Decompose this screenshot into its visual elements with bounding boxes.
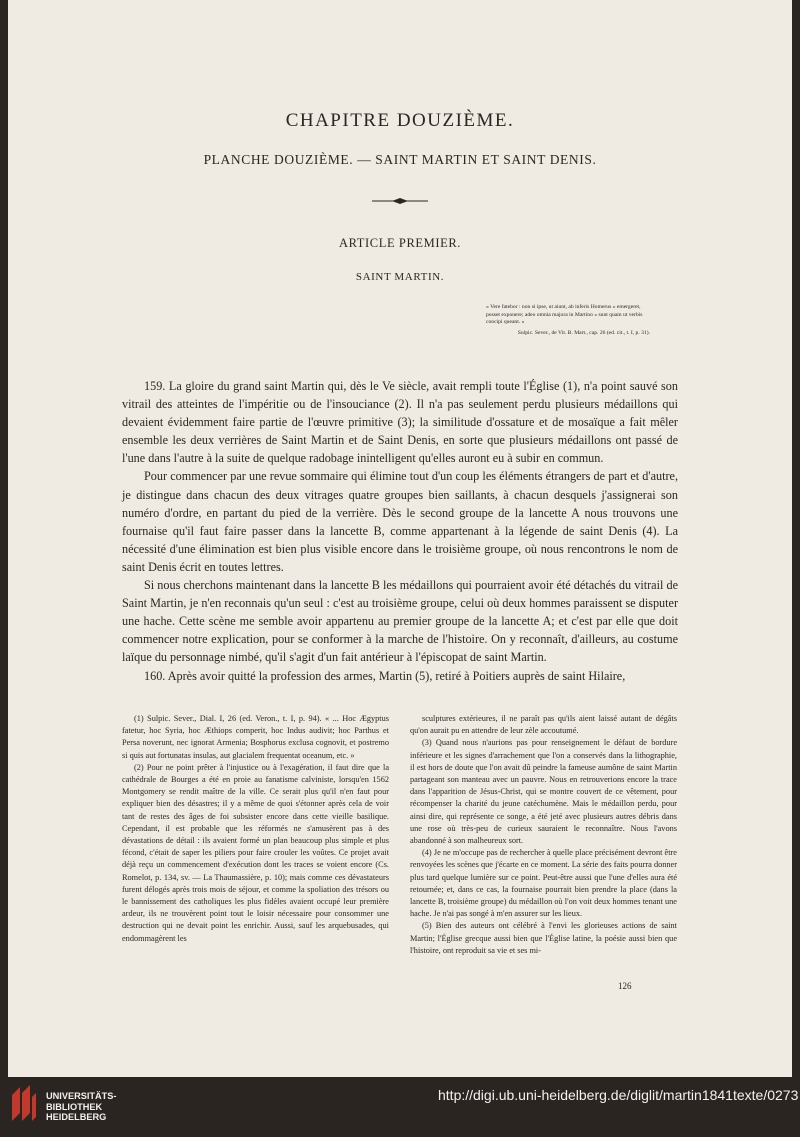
source-url-link[interactable]: http://digi.ub.uni-heidelberg.de/diglit/martin1841texte/0273 — [438, 1087, 799, 1103]
footnotes-left-column — [122, 713, 389, 945]
footnote: sculptures extérieures, il ne paraît pas qu'ils aient laissé autant de dégâts qu'on aurait pu en attendre de leur zèle accoutumé. — [410, 714, 677, 736]
chapter-title: CHAPITRE DOUZIÈME. — [285, 110, 515, 131]
library-name: UNIVERSITÄTS- BIBLIOTHEK HEIDELBERG — [46, 1091, 117, 1122]
ornament-divider-icon — [370, 197, 430, 205]
paragraph: 160. Après avoir quitté la profession des armes, Martin (5), retiré à Poitiers auprès de saint Hilaire, — [144, 668, 626, 683]
library-logo-icon — [8, 1083, 38, 1125]
paragraph: 159. La gloire du grand saint Martin qui, dès le Ve siècle, avait rempli toute l'Église (1), n'a point sauvé son vitrail des atteintes de l'impéritie ou de l'insouciance (2). Il n'a pas seulement perdu plusieurs médaillons qui devaient évidemment faire partie de l'œuvre primitive (3); la similitude d'ossature et de mosaïque a fait mêler ensemble les deux verrières de Saint Martin et de Saint Denis, en sorte que plusieurs médaillons ont passé de l'une dans l'autre à la suite de quelque radobage inintelligent qu'elles auront eu à subir en commun. — [122, 379, 678, 466]
footnote: (1) Sulpic. Sever., Dial. I, 26 (ed. Veron., t. I, p. 94). « ... Hoc Ægyptus fatetur, hoc Syria, hoc Æthiops comperit, hoc Indus audivit; hoc Parthus et Persa noverunt, nec ignorat Armenia; Bosphorus exclusa cognovit, et postremo si quis aut fortunatas insulas, aut glacialem frequentat oceanum, etc. » — [122, 714, 389, 760]
footnote: (4) Je ne m'occupe pas de rechercher à quelle place précisément devront être renvoyées les scènes que j'écarte en ce moment. La série des faits pourra donner plus tard quelque lumière sur ce point. Peut-être aussi que l'une d'elles aura été retournée; et, dans ce cas, la fournaise pourrait bien prendre la place (dans la lancette B, troisième groupe) du médaillon où l'on voit deux hommes tenant une hache. Je n'ai pas songé à m'en assurer sur les lieux. — [410, 848, 677, 919]
scanned-page — [8, 0, 792, 1077]
main-text — [122, 377, 678, 685]
page-number: 126 — [618, 981, 632, 991]
article-title: ARTICLE PREMIER. — [338, 236, 462, 250]
paragraph: Pour commencer par une revue sommaire qui élimine tout d'un coup les éléments étrangers de part et d'autre, je distingue dans chacun des deux vitrages quatre groupes bien saillants, à chacun desquels j'assignerai son numéro d'ordre, en partant du pied de la verrière. Dès le second groupe de la lancette A nous trouvons une fournaise qu'il faut faire passer dans la lancette B, comme appartenant à la légende de saint Denis (4). La nécessité d'une élimination est bien plus visible encore dans le troisième groupe, où nous rencontrons le nom de saint Denis écrit en toutes lettres. — [122, 469, 678, 574]
epigraph-text: « Vere fatebor : non si ipse, ut aiunt, ab inferis Homerus « emergeret, posset exponere; adeo omnia majora in Martino « sunt quam ut verbis concipi queant. » — [486, 304, 643, 326]
footnotes-right-column — [410, 713, 677, 957]
footnote: (3) Quand nous n'aurions pas pour renseignement le défaut de bordure inférieure et les signes d'arrachement que l'on a conservés dans la lithographie, il est hors de doute que l'on avait dû peindre la fameuse aumône de saint Martin partageant son manteau avec un pauvre. Nous en retrouverions encore la trace dans l'apparition de Jésus-Christ, qui se montre couvert de ce vêtement, pour récompenser la charité du jeune catéchumène. Mais le médaillon perdu, pour ainsi dire, qui représente ce songe, a été jeté avec plusieurs autres débris dans une rose où très-peu de curieux sauraient le reconnaître. Nous l'avons abandonné à son malheureux sort. — [410, 738, 677, 846]
paragraph: Si nous cherchons maintenant dans la lancette B les médaillons qui pourraient avoir été détachés du vitrail de Saint Martin, je n'en reconnais qu'un seul : c'est au troisième groupe, celui où deux hommes paraissent se disputer une hache. Cette scène me semble avoir appartenu au premier groupe de la lancette A; et c'est par elle que doit commencer notre explication, pour se conformer à la marche de l'histoire. On y reconnaît, d'ailleurs, au costume laïque du personnage nimbé, qu'il s'agit d'un fait antérieur à l'épiscopat de saint Martin. — [122, 578, 678, 665]
epigraph-source: Sulpic. Sever., de Vit. B. Mart., cap. 26 (ed. cit., t. I, p. 31). — [517, 329, 650, 336]
epigraph — [486, 304, 650, 337]
footer-bar — [0, 1077, 800, 1137]
article-subtitle: SAINT MARTIN. — [355, 271, 445, 283]
plate-title: PLANCHE DOUZIÈME. — SAINT MARTIN ET SAINT DENIS. — [203, 152, 597, 167]
footnote: (5) Bien des auteurs ont célébré à l'envi les glorieuses actions de saint Martin; l'Église grecque aussi bien que l'Église latine, la poésie aussi bien que l'histoire, ont reproduit sa vie et ses mi- — [410, 921, 677, 955]
footnote: (2) Pour ne point prêter à l'injustice ou à l'exagération, il faut dire que la cathédrale de Bourges a été en proie au fanatisme calviniste, lorsqu'en 1562 Montgomery se rendit maître de la ville. Ce serait plus qu'il n'en faut pour expliquer bien des désastres; il y a même de quoi s'étonner après cela de voir tant de restes des âges de foi subsister encore dans cette vieille basilique. Cependant, il est probable que les réformés ne s'amusèrent pas à des dévastations de détail : ils avaient formé un plan beaucoup plus simple et plus fécond, c'était de saper les piliers pour faire crouler les voûtes. Ce projet avait déjà reçu un commencement d'exécution dont les traces se voient encore (Cs. Romelot, p. 134, sv. — La Thaumassière, p. 10); mais comme ces dévastateurs furent délogés après trois mois de séjour, et comme la spoliation des trésors ou le bannissement des catholiques les plus fidèles avaient occupé leur première ardeur, ils ne trouvèrent point tout le loisir nécessaire pour consommer une destruction qui ne devait point les enrichir. Aussi, sauf les arquebusades, qui endommagèrent les — [122, 762, 389, 943]
